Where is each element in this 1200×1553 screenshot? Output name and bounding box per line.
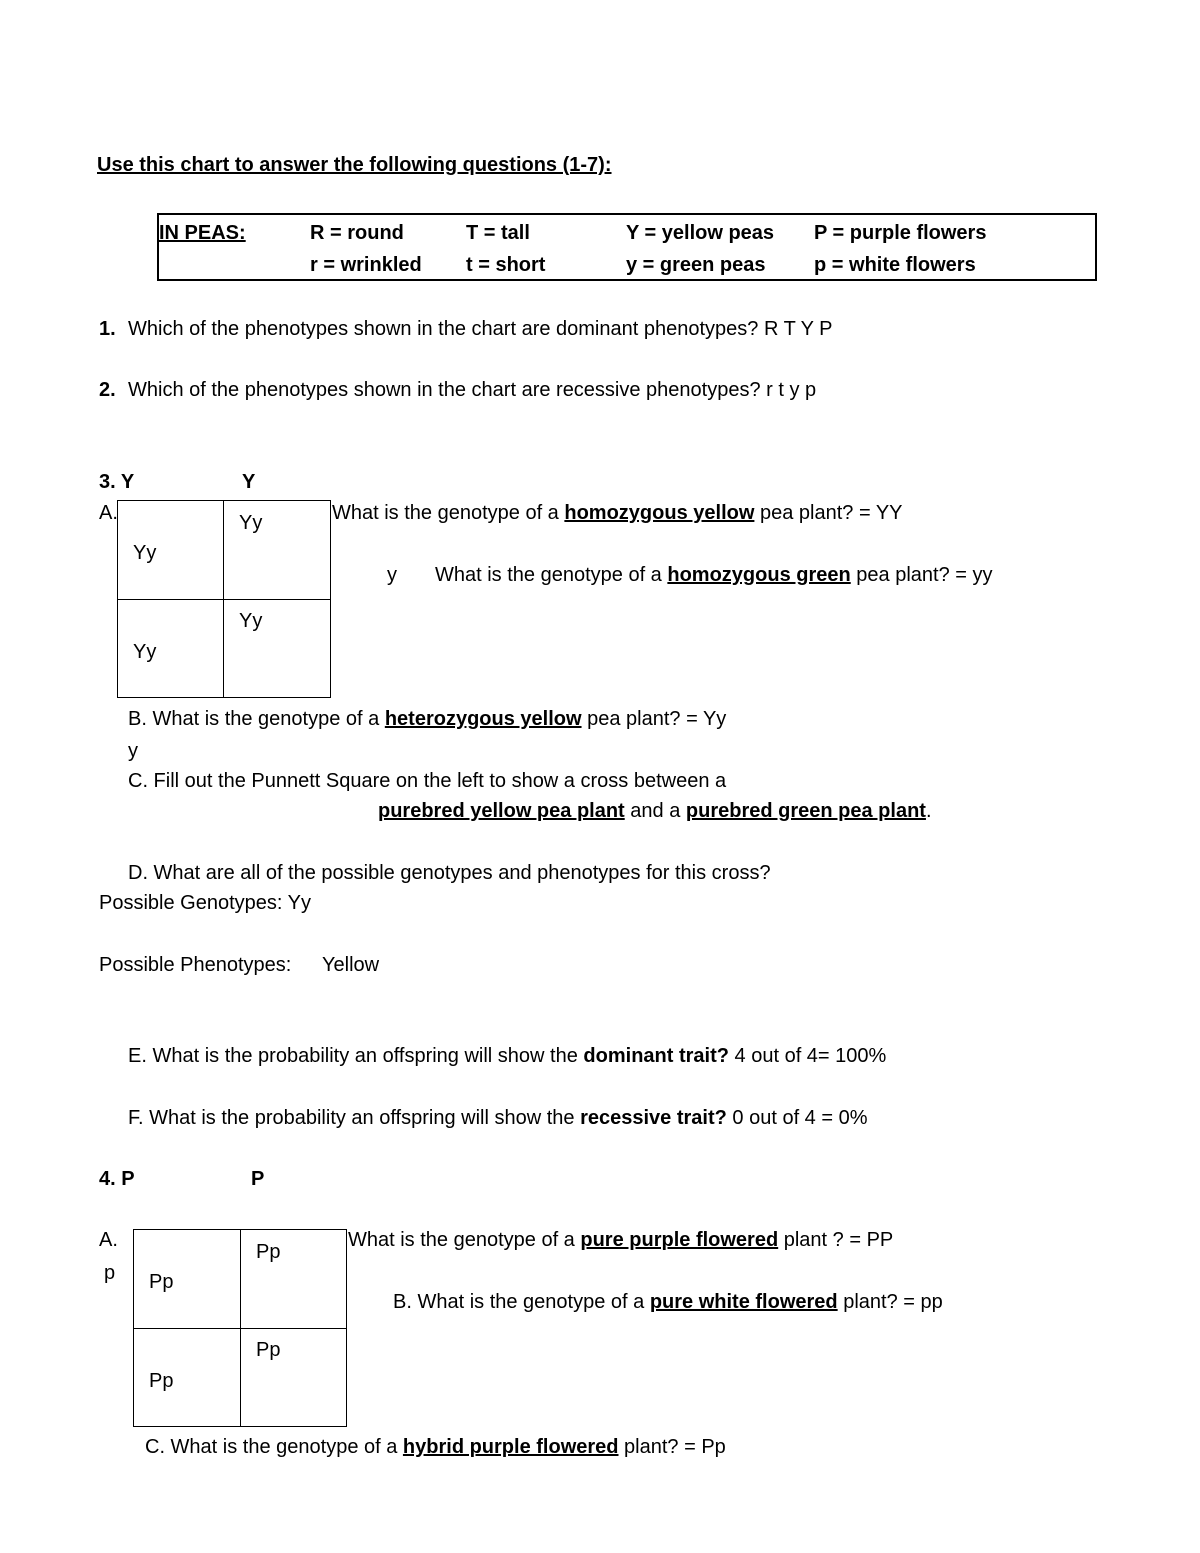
- q3-a2-post: pea plant? = yy: [850, 564, 993, 586]
- q3-number: 3. Y: [99, 471, 135, 493]
- q3-f-question: [128, 1106, 868, 1130]
- chart-white: p = white flowers: [814, 254, 976, 276]
- q1-number: 1.: [99, 318, 116, 340]
- q3-b-question: [128, 707, 726, 731]
- chart-yellow: Y = yellow peas: [626, 222, 775, 244]
- peas-trait-chart: [157, 213, 1097, 281]
- q4-b-emphasis: pure white flowered: [649, 1291, 838, 1313]
- q4-a-question: [348, 1228, 893, 1252]
- q3-possible-genotypes: Possible Genotypes: Yy: [99, 892, 311, 914]
- q2-number: 2.: [99, 379, 116, 401]
- q3-a-emphasis: homozygous yellow: [564, 502, 755, 524]
- q4-cell-bottom-right: Pp: [256, 1339, 281, 1361]
- q3-e-pre: E. What is the probability an offspring will show the: [128, 1045, 584, 1067]
- q4-cell-top-right: Pp: [256, 1241, 281, 1263]
- q4-a-post: plant ? = PP: [778, 1229, 894, 1251]
- q4-number: 4. P: [99, 1168, 135, 1190]
- q3-b-post: pea plant? = Yy: [581, 708, 727, 730]
- q4-a-label: A.: [99, 1229, 118, 1251]
- q2-text: Which of the phenotypes shown in the chart are recessive phenotypes? r t y p: [128, 379, 817, 401]
- q4-cell-bottom-left: Pp: [149, 1370, 174, 1392]
- q4-b-question: [393, 1290, 943, 1314]
- q3-a2-pre: What is the genotype of a: [435, 564, 668, 586]
- q3-cell-top-right: Yy: [239, 512, 263, 534]
- page-heading: Use this chart to answer the following questions (1-7):: [97, 154, 612, 176]
- q4-grid-divider-h: [133, 1328, 347, 1329]
- q3-b-emphasis: heterozygous yellow: [384, 708, 582, 730]
- q4-a-pre: What is the genotype of a: [348, 1229, 581, 1251]
- q3-phenotypes-value: Yellow: [322, 954, 380, 976]
- q4-c-question: [145, 1435, 726, 1459]
- q4-c-post: plant? = Pp: [618, 1436, 726, 1458]
- q3-c-line1: C. Fill out the Punnett Square on the left to show a cross between a: [128, 770, 727, 792]
- q3-a-post: pea plant? = YY: [754, 502, 903, 524]
- chart-purple: P = purple flowers: [814, 222, 987, 244]
- q3-c-emphasis-1: purebred yellow pea plant: [378, 800, 625, 822]
- q4-cell-top-left: Pp: [149, 1271, 174, 1293]
- q3-c-mid: and a: [624, 800, 686, 822]
- q3-a-pre: What is the genotype of a: [332, 502, 565, 524]
- q3-d-question: D. What are all of the possible genotypes and phenotypes for this cross?: [128, 862, 771, 884]
- chart-short: t = short: [466, 254, 546, 276]
- q4-a-emphasis: pure purple flowered: [580, 1229, 779, 1251]
- q3-e-question: [128, 1044, 886, 1068]
- q3-side-allele: y: [387, 564, 397, 586]
- q4-c-emphasis: hybrid purple flowered: [402, 1436, 619, 1458]
- chart-tall: T = tall: [466, 222, 530, 244]
- q4-b-post: plant? = pp: [837, 1291, 943, 1313]
- q3-f-pre: F. What is the probability an offspring will show the: [128, 1107, 581, 1129]
- chart-label: IN PEAS:: [159, 222, 246, 244]
- q3-grid-divider-h: [117, 599, 331, 600]
- q3-cell-top-left: Yy: [133, 542, 157, 564]
- q1-text: Which of the phenotypes shown in the chart are dominant phenotypes? R T Y P: [128, 318, 833, 340]
- q3-a2-emphasis: homozygous green: [667, 564, 851, 586]
- q3-cell-bottom-right: Yy: [239, 610, 263, 632]
- q3-a2-question: [435, 563, 993, 587]
- q3-c-emphasis-2: purebred green pea plant: [685, 800, 926, 822]
- q3-top-right-allele: Y: [242, 471, 256, 493]
- q3-phenotypes-label: Possible Phenotypes:: [99, 954, 292, 976]
- q3-c-end: .: [925, 800, 932, 822]
- q3-f-post: 0 out of 4 = 0%: [726, 1107, 868, 1129]
- chart-green: y = green peas: [626, 254, 766, 276]
- q3-below-allele: y: [128, 740, 138, 762]
- q3-f-emphasis: recessive trait?: [580, 1107, 727, 1129]
- chart-wrinkled: r = wrinkled: [310, 254, 422, 276]
- q3-e-post: 4 out of 4= 100%: [728, 1045, 887, 1067]
- q3-cell-bottom-left: Yy: [133, 641, 157, 663]
- q4-c-pre: C. What is the genotype of a: [145, 1436, 403, 1458]
- q4-b-pre: B. What is the genotype of a: [393, 1291, 650, 1313]
- q3-a-label: A.: [99, 502, 118, 524]
- q4-top-right-allele: P: [251, 1168, 265, 1190]
- q3-b-pre: B. What is the genotype of a: [128, 708, 385, 730]
- q4-side-allele: p: [104, 1262, 116, 1284]
- q3-a-question: [332, 501, 903, 525]
- q3-c-line2: [378, 799, 932, 823]
- q3-e-emphasis: dominant trait?: [583, 1045, 729, 1067]
- chart-round: R = round: [310, 222, 404, 244]
